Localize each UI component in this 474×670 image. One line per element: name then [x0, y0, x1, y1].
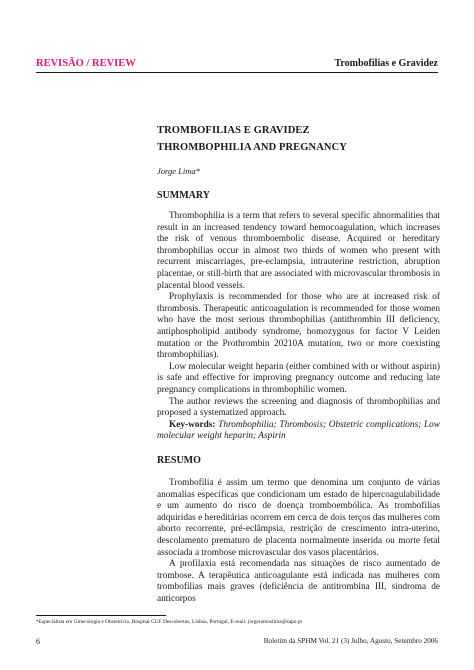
keywords-list: Thrombophilia; Thrombosis; Obstetric complications; Low molecular weight heparin; Aspirin	[157, 419, 440, 442]
resumo-paragraph: Trombofilia é assim um termo que denomina um conjunto de várias anomalias específicas que condicionam um estado de hipercoagulabilidade e um aumento do risco de doença tromboembólica. As trombofilias adquiridas e hereditárias ocorrem em cerca de dois terços das mulheres com aborto recorrente, pré-eclâmpsia, restrição de crescimento intra-uterino, descolamento prematuro de placenta normalmente inserida ou morte fetal associada a trombose microvascular dos vasos placentários.	[157, 478, 440, 558]
author-footnote: *Especialista em Ginecologia e Obstetrícia. Hospital CUF Descobertas, Lisboa, Portugal, E-mail: jorgeramoslima@sapo.pt	[36, 619, 302, 625]
keywords-label: Key-words:	[169, 419, 216, 430]
summary-paragraph: Low molecular weight heparin (either combined with or without aspirin) is safe and effective for improving pregnancy outcome and reducing late pregnancy complications in thrombophilic women.	[157, 361, 440, 395]
page-number: 6	[36, 637, 40, 646]
journal-citation: Boletim da SPHM Vol. 21 (3) Julho, Agosto, Setembro 2006	[263, 637, 438, 645]
summary-body	[157, 211, 440, 443]
resumo-body	[157, 478, 440, 606]
summary-paragraph: Thrombophilia is a term that refers to several specific abnormalities that result in an increased tendency toward hemocoagulation, which increases the risk of venous thromboembolic disease. Acquired or hereditary thrombophilias occur in almost two thirds of women who present with recurrent miscarriages, pre-eclampsia, intrauterine restriction, abruption placentae, or still-birth that are associated with microvascular thrombosis in placental blood vessels.	[157, 211, 440, 291]
author-name: Jorge Lima*	[157, 166, 200, 176]
summary-paragraph: The author reviews the screening and diagnosis of thrombophilias and proposed a systematized approach.	[157, 396, 440, 419]
title-english: THROMBOPHILIA AND PREGNANCY	[157, 142, 347, 153]
summary-paragraph: Prophylaxis is recommended for those who are at increased risk of thrombosis. Therapeutic anticoagulation is recommended for those women who have the most serious thrombophilias (antithrombin III deficiency, antiphospholipid antibody syndrome, homozygous for factor V Leiden mutation or the Prothrombin 20210A mutation, two or more coexisting thrombophilias).	[157, 292, 440, 361]
running-title: Trombofilias e Gravidez	[334, 58, 438, 69]
resumo-paragraph: A profilaxia está recomendada nas situações de risco aumentado de trombose. A terapêutica anticoagulante está indicada nas mulheres com trombofilias mais graves (deficiência de antitrombina III, síndroma de anticorpos	[157, 559, 440, 604]
keywords-paragraph	[157, 420, 440, 443]
summary-heading: SUMMARY	[157, 190, 210, 201]
article-title	[157, 122, 440, 156]
footnote-divider	[36, 615, 166, 616]
title-portuguese: TROMBOFILIAS E GRAVIDEZ	[157, 125, 310, 136]
header-divider	[36, 72, 438, 73]
resumo-heading: RESUMO	[157, 455, 201, 466]
section-label: REVISÃO / REVIEW	[36, 58, 136, 69]
